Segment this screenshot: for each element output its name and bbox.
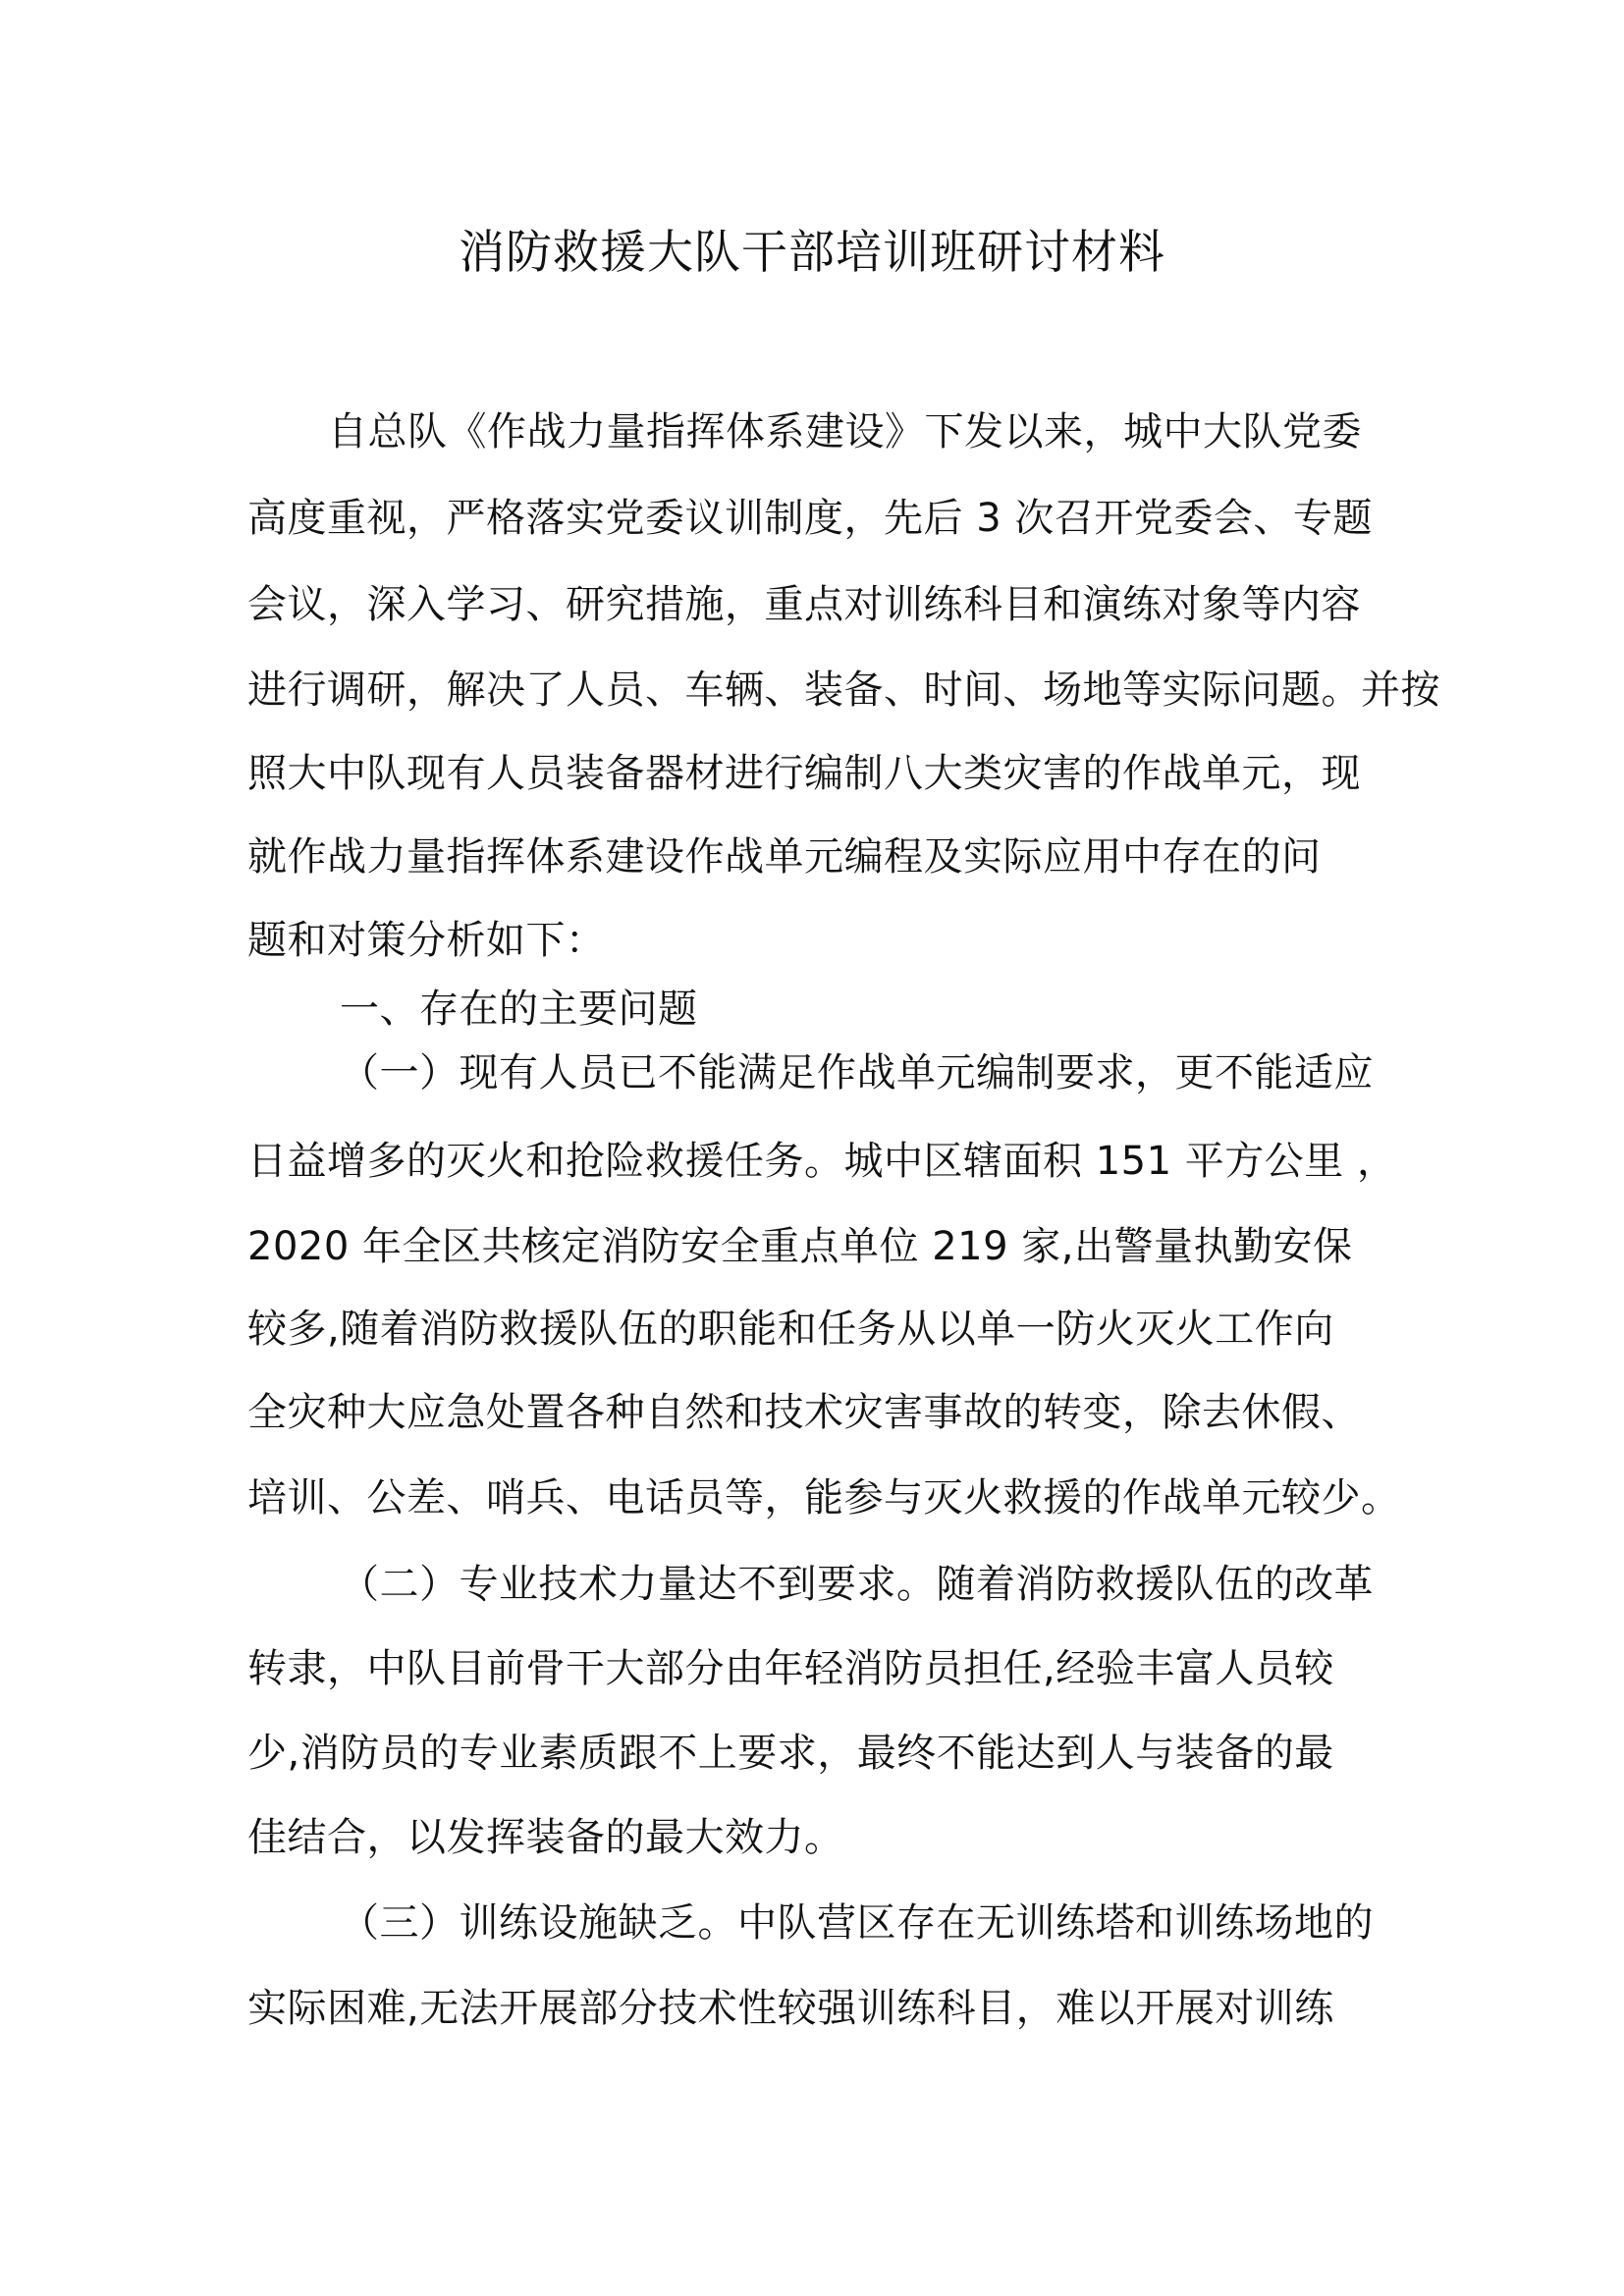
text-line: 实际困难,无法开展部分技术性较强训练科目，难以开展对训练 bbox=[247, 1986, 1334, 2031]
section-heading: 一、存在的主要问题 bbox=[340, 987, 698, 1032]
text-line: 照大中队现有人员装备器材进行编制八大类灾害的作战单元，现 bbox=[247, 751, 1361, 796]
text-line: （一）现有人员已不能满足作战单元编制要求，更不能适应 bbox=[340, 1050, 1374, 1095]
text-line: （二）专业技术力量达不到要求。随着消防救援队伍的改革 bbox=[340, 1562, 1374, 1607]
text-line: 转隶，中队目前骨干大部分由年轻消防员担任,经验丰富人员较 bbox=[247, 1646, 1334, 1691]
text-line: 日益增多的灭火和抢险救援任务。城中区辖面积 151 平方公里 ， bbox=[247, 1139, 1397, 1184]
text-line: 进行调研，解决了人员、车辆、装备、时间、场地等实际问题。并按 bbox=[247, 667, 1440, 713]
text-line: 会议，深入学习、研究措施，重点对训练科目和演练对象等内容 bbox=[247, 582, 1361, 627]
text-line: 佳结合，以发挥装备的最大效力。 bbox=[247, 1815, 844, 1860]
text-line: 自总队《作战力量指挥体系建设》下发以来，城中大队党委 bbox=[328, 409, 1362, 454]
text-line: 较多,随着消防救援队伍的职能和任务从以单一防火灭火工作向 bbox=[247, 1307, 1334, 1352]
text-line: 培训、公差、哨兵、电话员等，能参与灭火救援的作战单元较少。 bbox=[247, 1475, 1401, 1521]
text-line: 题和对策分析如下： bbox=[247, 918, 606, 963]
document-title: 消防救援大队干部培训班研讨材料 bbox=[459, 226, 1165, 280]
text-line: 少,消防员的专业素质跟不上要求，最终不能达到人与装备的最 bbox=[247, 1731, 1334, 1776]
text-line: 全灾种大应急处置各种自然和技术灾害事故的转变，除去休假、 bbox=[247, 1390, 1361, 1435]
text-line: 就作战力量指挥体系建设作战单元编程及实际应用中存在的问 bbox=[247, 834, 1322, 880]
text-line: 2020 年全区共核定消防安全重点单位 219 家,出警量执勤安保 bbox=[247, 1224, 1353, 1269]
text-line: 高度重视，严格落实党委议训制度，先后 3 次召开党委会、专题 bbox=[247, 496, 1373, 541]
text-line: （三）训练设施缺乏。中队营区存在无训练塔和训练场地的 bbox=[340, 1900, 1374, 1946]
